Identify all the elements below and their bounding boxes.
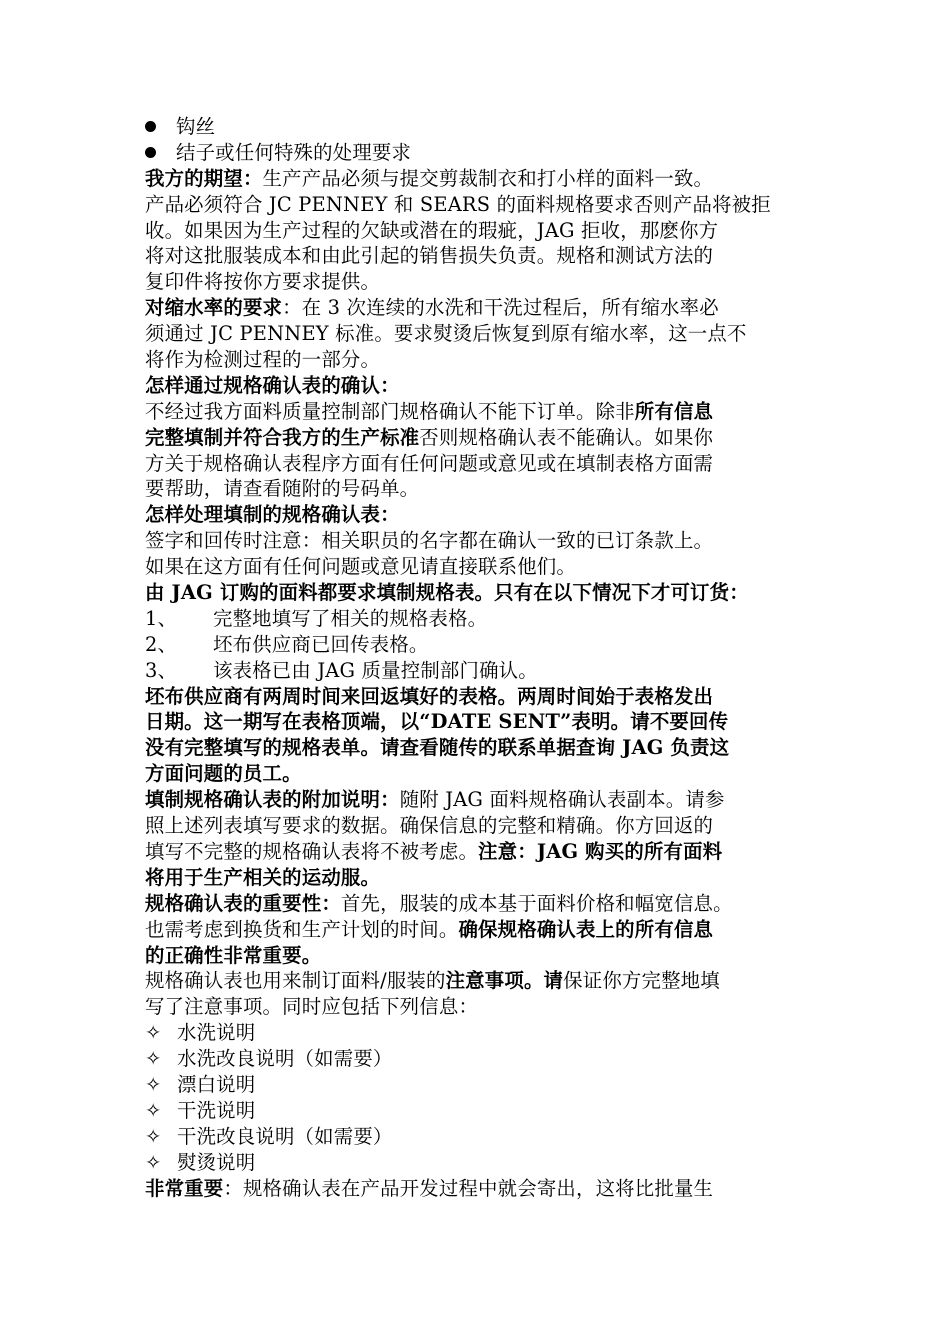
paragraph-expectations: 我方的期望：生产产品必须与提交剪裁制衣和打小样的面料一致。 产品必须符合 JC PENNEY 和 SEARS 的面料规格要求否则产品将被拒 收。如果因为生产过程的欠缺或潜在的瑕疵，JAG 拒收，那麽你方 将对这批服装成本和由此引起的销售损失负责。规格和测试方法的 复印件将按你方要求提供。 — [145, 166, 771, 294]
list-item: ✧ 水洗说明 — [145, 1021, 256, 1045]
paragraph-importance: 规格确认表的重要性：首先，服装的成本基于面料价格和幅宽信息。 也需考虑到换货和生产计划的时间。确保规格确认表上的所有信息 的正确性非常重要。 — [145, 891, 733, 967]
diamond-star-icon: ✧ — [145, 1124, 162, 1148]
list-item: ✧ 熨烫说明 — [145, 1150, 256, 1174]
section-heading: 怎样处理填制的规格确认表： — [145, 503, 400, 527]
diamond-star-icon: ✧ — [145, 1150, 162, 1174]
diamond-star-icon: ✧ — [145, 1072, 162, 1096]
list-item: ✧ 干洗说明 — [145, 1098, 256, 1122]
bullet-dot-icon — [145, 121, 156, 132]
paragraph-very-important: 非常重要：规格确认表在产品开发过程中就会寄出，这将比批量生 — [145, 1176, 714, 1200]
care-instructions-list — [145, 1020, 817, 1175]
paragraph-label: 规格确认表的重要性： — [145, 891, 341, 915]
list-item: 2、 坯布供应商已回传表格。 — [145, 632, 429, 656]
section-heading: 怎样通过规格确认表的确认： — [145, 373, 400, 397]
diamond-star-icon: ✧ — [145, 1047, 162, 1071]
diamond-star-icon: ✧ — [145, 1098, 162, 1122]
document-page — [145, 114, 817, 1201]
list-item: ✧ 水洗改良说明（如需要） — [145, 1047, 393, 1071]
paragraph-confirmation: 怎样通过规格确认表的确认： 不经过我方面料质量控制部门规格确认不能下订单。除非所有信息 完整填制并符合我方的生产标准否则规格确认表不能确认。如果你 方关于规格确认表程序方面有任何问题或意见或在填制表格方面需 要帮助，请查看随附的号码单。 — [145, 373, 714, 501]
list-item: 钩丝 — [145, 114, 817, 140]
list-item: ✧ 漂白说明 — [145, 1072, 256, 1096]
paragraph-label: 我方的期望： — [145, 166, 263, 190]
diamond-star-icon: ✧ — [145, 1021, 162, 1045]
paragraph-handling: 怎样处理填制的规格确认表： 签字和回传时注意：相关职员的名字都在确认一致的已订条款上。 如果在这方面有任何问题或意见请直接联系他们。 — [145, 503, 714, 579]
paragraph-label: 非常重要 — [145, 1176, 224, 1200]
list-item: 3、 该表格已由 JAG 质量控制部门确认。 — [145, 658, 538, 682]
paragraph-additional-notes: 填制规格确认表的附加说明：随附 JAG 面料规格确认表副本。请参 照上述列表填写要求的数据。确保信息的完整和精确。你方回返的 填写不完整的规格确认表将不被考虑。注意：JAG 购买的所有面料 将用于生产相关的运动服。 — [145, 788, 725, 889]
bullet-dot-icon — [145, 147, 156, 158]
paragraph-two-weeks: 坯布供应商有两周时间来回返填好的表格。两周时间始于表格发出 日期。这一期写在表格顶端，以“DATE SENT”表明。请不要回传 没有完整填写的规格表单。请查看随传的联系单据查询 JAG 负责这 方面问题的员工。 — [145, 684, 730, 786]
section-heading: 由 JAG 订购的面料都要求填制规格表。只有在以下情况下才可订货： — [145, 581, 749, 605]
list-item: 结子或任何特殊的处理要求 — [145, 140, 817, 166]
paragraph-label: 对缩水率的要求 — [145, 296, 283, 320]
paragraph-label: 填制规格确认表的附加说明： — [145, 788, 400, 812]
paragraph-shrinkage: 对缩水率的要求：在 3 次连续的水洗和干洗过程后，所有缩水率必 须通过 JC PENNEY 标准。要求熨烫后恢复到原有缩水率，这一点不 将作为检测过程的一部分。 — [145, 296, 747, 372]
numbered-list — [145, 606, 817, 684]
list-item: 1、 完整地填写了相关的规格表格。 — [145, 606, 488, 630]
list-item: ✧ 干洗改良说明（如需要） — [145, 1124, 393, 1148]
paragraph-care-notes: 规格确认表也用来制订面料/服装的注意事项。请保证你方完整地填 写了注意事项。同时应包括下列信息： — [145, 969, 720, 1019]
